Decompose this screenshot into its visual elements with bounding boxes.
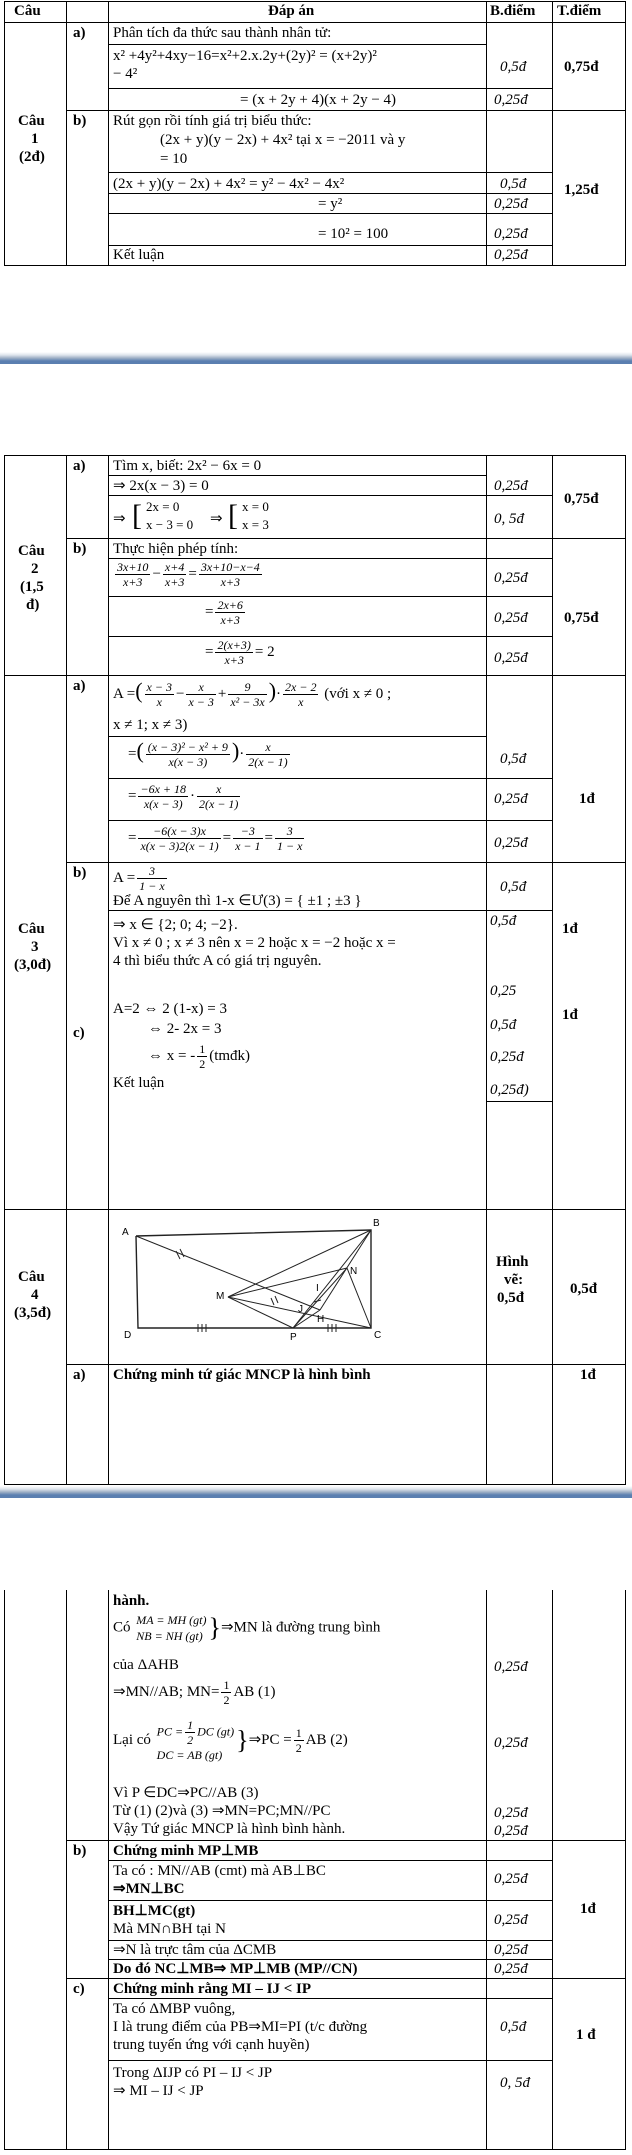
q2-a-bracket1: [: [132, 499, 142, 532]
q3-b-line5: 4 thì biểu thức A có giá trị nguyên.: [113, 953, 322, 969]
point-n: N: [350, 1266, 358, 1277]
point-d: D: [124, 1330, 132, 1341]
q2-a-total: 0,75đ: [564, 491, 599, 507]
q4-b-line3: BH⊥MC(gt): [113, 1903, 196, 1919]
q4-c-line4: Trong ΔIJP có PI – IJ < JP: [113, 2065, 273, 2081]
q3-number: 3: [31, 939, 39, 955]
q4-b-line5: ⇒N là trực tâm của ΔCMB: [113, 1942, 277, 1958]
q3-a-line4: = $\frac{-6(x - 3)x}{x(x - 3)2(x - 1)}$ = $\frac{-3}{x - 1}$ = $\frac{3}{1 - x}$: [128, 824, 303, 853]
q3-a-total: 1đ: [579, 791, 595, 807]
q1-number: 1: [31, 131, 39, 147]
q3-b-line3: ⇒ x ∈ {2; 0; 4; −2}.: [113, 917, 238, 933]
q1-a-task: Phân tích đa thức sau thành nhân tử:: [113, 25, 332, 41]
q2-a-score2: 0, 5đ: [494, 511, 524, 527]
q2-a-implies2: ⇒: [210, 511, 223, 527]
q1-b-total: 1,25đ: [564, 182, 599, 198]
q4-c-line5: ⇒ MI – IJ < JP: [113, 2083, 204, 2099]
page-2: [0, 364, 632, 1500]
point-b: B: [373, 1218, 380, 1229]
q3-c-line3: ⇔ x = - $\frac{1}{2}$ (tmđk): [148, 1042, 251, 1071]
q4-b-total: 1đ: [580, 1901, 596, 1917]
q1-label: Câu: [18, 113, 45, 129]
point-h: H: [317, 1314, 325, 1325]
q3-a-score2: 0,25đ: [494, 791, 528, 807]
q3-c-score2: 0,5đ: [490, 1017, 517, 1033]
q4-b-score3: 0,25đ: [494, 1942, 528, 1958]
q4-a-total: 1đ: [580, 1367, 596, 1383]
q3-label: Câu: [18, 921, 45, 937]
q3-b-line4: Vì x ≠ 0 ; x ≠ 3 nên x = 2 hoặc x = −2 hoặc x =: [113, 935, 396, 951]
q4-a-score1: 0,25đ: [494, 1659, 528, 1675]
q3-c-total: 1đ: [562, 1007, 578, 1023]
q2-b-score2: 0,25đ: [494, 610, 528, 626]
q1-b-mark: b): [73, 113, 87, 129]
q4-a-line1: Có MA = MH (gt) NB = NH (gt) }⇒MN là đường trung bình: [113, 1613, 381, 1643]
point-j: J: [298, 1304, 303, 1315]
q1-b-expr2: = 10: [160, 151, 188, 167]
q3-a-score3: 0,25đ: [494, 835, 528, 851]
header-dap-an: Đáp án: [268, 3, 315, 19]
q1-b-task: Rút gọn rồi tính giá trị biểu thức:: [113, 113, 312, 129]
q1-b-score3: 0,25đ: [494, 226, 528, 242]
q2-a-score1: 0,25đ: [494, 478, 528, 494]
q4-a-line7: Vậy Tứ giác MNCP là hình bình hành.: [113, 1821, 346, 1837]
q2-points-1: (1,5: [20, 579, 44, 595]
header-cau: Câu: [14, 3, 41, 19]
q4-b-score4: 0,25đ: [494, 1961, 528, 1977]
q1-a-score2: 0,25đ: [494, 92, 528, 108]
q4-c-line2: I là trung điểm của PB⇒MI=PI (t/c đường: [113, 2019, 368, 2035]
q2-a-bracket2: [: [228, 499, 238, 532]
q2-label: Câu: [18, 543, 45, 559]
q2-a-mark: a): [73, 458, 86, 474]
q2-a-sys1-bot: x − 3 = 0: [146, 517, 194, 532]
figure-label-2: vẽ:: [504, 1272, 524, 1288]
q3-b-line2: Để A nguyên thì 1-x ∈Ư(3) = { ±1 ; ±3 }: [113, 893, 362, 909]
q4-c-mark: c): [73, 1981, 85, 1997]
q3-b-total: 1đ: [562, 921, 578, 937]
q4-a-title: Chứng minh tứ giác MNCP là hình bình: [113, 1367, 371, 1383]
q1-a-line1: x² +4y²+4xy−16=x²+2.x.2y+(2y)² = (x+2y)²: [113, 48, 377, 64]
q2-a-task: Tìm x, biết: 2x² − 6x = 0: [113, 458, 262, 474]
q1-b-line2: = y²: [318, 196, 343, 212]
point-m: M: [216, 1291, 225, 1302]
q2-b-line3: = $\frac{2(x+3)}{x+3}$ = 2: [205, 638, 275, 667]
q3-b-score1: 0,5đ: [500, 879, 527, 895]
q4-c-line1: Ta có ΔMBP vuông,: [113, 2001, 236, 2017]
q4-a-line2: của ΔAHB: [113, 1657, 179, 1673]
q4-c-total: 1 đ: [576, 2027, 596, 2043]
q4-b-title: Chứng minh MP⊥MB: [113, 1843, 259, 1859]
q3-points: (3,0đ): [14, 957, 52, 973]
point-c: C: [374, 1330, 382, 1341]
q1-a-score1: 0,5đ: [500, 59, 527, 75]
q4-b-score2: 0,25đ: [494, 1912, 528, 1928]
q3-c-line2: ⇔ 2- 2x = 3: [148, 1021, 222, 1037]
q4-c-line3: trung tuyến ứng với cạnh huyền): [113, 2037, 310, 2053]
q3-a-line3: = $\frac{-6x + 18}{x(x - 3)}$ · $\frac{x}{2(x - 1)}$: [128, 782, 239, 811]
point-p: P: [290, 1332, 297, 1343]
q2-b-score1: 0,25đ: [494, 570, 528, 586]
geometry-figure: [118, 1216, 388, 1343]
header-t-diem: T.điểm: [557, 3, 602, 19]
q3-c-line4: Kết luận: [113, 1075, 165, 1091]
q2-b-line1: $\frac{3x+10}{x+3}$ − $\frac{x+4}{x+3}$ = $\frac{3x+10-x-4}{x+3}$: [117, 560, 260, 589]
q4-number: 4: [31, 1287, 39, 1303]
q1-b-line1: (2x + y)(y − 2x) + 4x² = y² − 4x² − 4x²: [113, 176, 345, 192]
q4-a-score2: 0,25đ: [494, 1735, 528, 1751]
q4-a-line3: ⇒MN//AB; MN= $\frac{1}{2}$ AB (1): [113, 1678, 276, 1707]
q4-a-mark: a): [73, 1367, 86, 1383]
q2-a-implies: ⇒: [113, 511, 126, 527]
q3-b-score2: 0,5đ: [490, 913, 517, 929]
q1-a-line2: = (x + 2y + 4)(x + 2y − 4): [240, 92, 397, 108]
point-i: I: [316, 1283, 319, 1294]
q3-a-line2: =( $\frac{\text{(x − 3)² − x² + 9}}{x(x - 3)}$ )· $\frac{x}{2(x - 1)}$: [128, 737, 288, 769]
q4-points: (3,5đ): [14, 1305, 52, 1321]
figure-label-1: Hình: [496, 1254, 529, 1270]
q2-a-sys2-top: x = 0: [242, 499, 269, 514]
q4-label: Câu: [18, 1269, 45, 1285]
q4-a-line5: Vì P ∈DC⇒PC//AB (3): [113, 1785, 259, 1801]
q2-b-total: 0,75đ: [564, 610, 599, 626]
q1-b-expr: (2x + y)(y − 2x) + 4x² tại x = −2011 và y: [160, 132, 406, 148]
q2-b-mark: b): [73, 541, 87, 557]
q2-b-task: Thực hiện phép tính:: [113, 541, 239, 557]
q1-a-mark: a): [73, 25, 86, 41]
page-3: [0, 1498, 632, 2155]
q2-number: 2: [31, 561, 39, 577]
q4-b-line1: Ta có : MN//AB (cmt) mà AB⊥BC: [113, 1863, 326, 1879]
point-a: A: [122, 1227, 129, 1238]
q3-c-line1: A=2 ⇔ 2 (1-x) = 3: [113, 1001, 227, 1017]
q2-a-sys2-bot: x = 3: [242, 517, 269, 532]
header-b-diem: B.điểm: [490, 3, 536, 19]
q4-b-mark: b): [73, 1843, 87, 1859]
page-separator-2: [0, 1486, 632, 1498]
q3-a-line1: A =( $\frac{x - 3}{x}$ − $\frac{x}{x - 3}$ + $\frac{9}{\text{x² − 3x}}$ )· $\frac{2x - 2}{x}$ (với x ≠ 0 ;: [113, 677, 392, 709]
q1-points: (2đ): [19, 149, 45, 165]
figure-total: 0,5đ: [570, 1281, 598, 1297]
q4-b-line2: ⇒MN⊥BC: [113, 1881, 185, 1897]
q4-b-score1: 0,25đ: [494, 1871, 528, 1887]
q4-a-score4: 0,25đ: [494, 1823, 528, 1839]
q3-a-mark: a): [73, 678, 86, 694]
q4-c-score1: 0,5đ: [500, 2019, 527, 2035]
figure-score: 0,5đ: [497, 1290, 525, 1306]
q1-b-score2: 0,25đ: [494, 196, 528, 212]
q4-c-score2: 0, 5đ: [500, 2075, 530, 2091]
q3-c-score3: 0,25đ: [490, 1049, 524, 1065]
q1-b-score4: 0,25đ: [494, 247, 528, 263]
q4-a-line6: Từ (1) (2)và (3) ⇒MN=PC;MN//PC: [113, 1803, 331, 1819]
q4-a-line4: Lại có PC = $\frac{1}{2}$ DC (gt) DC = AB (gt) }⇒PC = $\frac{1}{2}$ AB (2): [113, 1718, 348, 1762]
q1-a-line1b: − 4²: [113, 66, 138, 82]
q4-b-line6: Do đó NC⊥MB⇒ MP⊥MB (MP//CN): [113, 1961, 358, 1977]
q3-c-score1: 0,25: [490, 983, 517, 999]
q3-b-line1: A = $\frac{3}{1 - x}$: [113, 864, 165, 893]
page-1: [0, 0, 632, 275]
q1-b-score1: 0,5đ: [500, 176, 527, 192]
q2-b-score3: 0,25đ: [494, 650, 528, 666]
q4-b-line4: Mà MN∩BH tại N: [113, 1921, 226, 1937]
q2-a-sys1-top: 2x = 0: [146, 499, 180, 514]
q3-c-score4: 0,25đ): [490, 1082, 529, 1098]
q3-b-mark: b): [73, 865, 87, 881]
page-separator: [0, 352, 632, 364]
q4-a-score3: 0,25đ: [494, 1805, 528, 1821]
q1-b-line4: Kết luận: [113, 247, 165, 263]
q4-a-continued: hành.: [113, 1593, 150, 1609]
q2-points-2: đ): [26, 597, 40, 613]
q3-c-mark: c): [73, 1025, 85, 1041]
q1-b-line3: = 10² = 100: [318, 226, 389, 242]
q3-a-score1: 0,5đ: [500, 751, 527, 767]
q3-a-condition: x ≠ 1; x ≠ 3): [113, 717, 188, 733]
q2-b-line2: = $\frac{2x+6}{x+3}$: [205, 598, 243, 627]
q2-a-line1: ⇒ 2x(x − 3) = 0: [113, 478, 209, 494]
q4-c-title: Chứng minh rằng MI – IJ < IP: [113, 1981, 311, 1997]
q1-a-total: 0,75đ: [564, 59, 599, 75]
